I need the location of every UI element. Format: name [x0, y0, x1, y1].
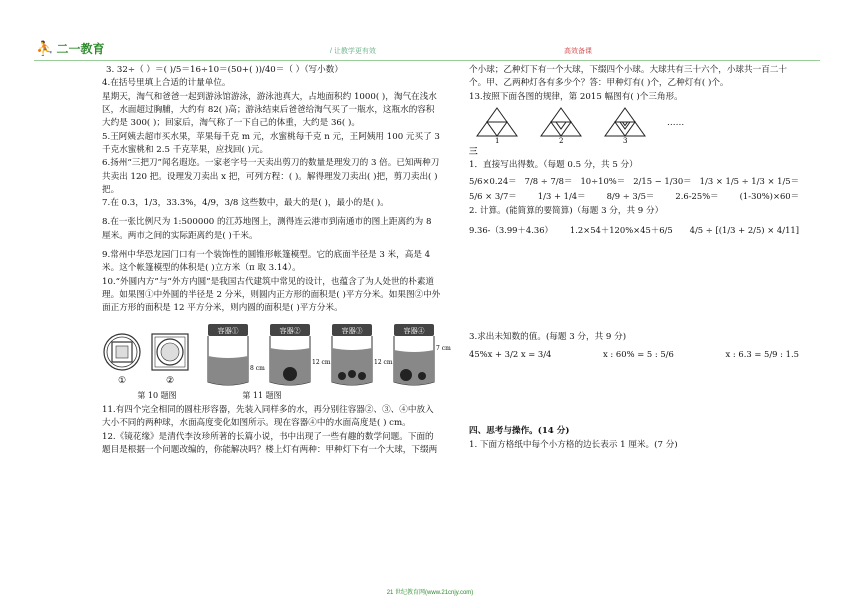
fig10-square-circle	[152, 334, 188, 370]
figures-row	[102, 320, 451, 388]
q12-continued: 个小球；乙种灯下有一个大球，下缀四个小球。大球共有三十六个，小球共一百二十个。甲、乙两种灯各有多少个？答：甲种灯有( )个，乙种灯有( )个。	[469, 65, 787, 89]
q7: 7.在 0.3，1/3，33.3%，4/9，3/8 这些数中，最大的是( )，最小的是( )。	[102, 198, 389, 209]
header-divider	[34, 60, 820, 61]
left-column	[102, 64, 451, 457]
fig11-svg	[200, 320, 451, 388]
runner-icon: ⛹	[36, 40, 54, 56]
section-3-heading: 三	[469, 146, 478, 157]
right-column	[469, 64, 799, 452]
calc2-3: 8/9 ÷ 3/5＝	[606, 190, 655, 201]
q10: 10.“外圆内方”与“外方内圆”是我国古代建筑中常见的设计，也蕴含了为人处世的朴素道理。如果图①中外圆的半径是 2 分米，则圆内正方形的面积是( )平方分米。如果图②中外面正方形的面积是 12 平方分米，则内圆的面积是( )平方分米。	[102, 276, 441, 314]
q12: 12.《镜花缘》是清代李汝珍所著的长篇小说，书中出现了一些有趣的数学问题。下面的题目是根据一个问题改编的，你能解决吗？楼上灯有两种：甲种灯下有一个大球，下缀两	[102, 431, 438, 455]
calc1-5: 1/3 × 1/5 ÷ 1/3 × 1/5＝	[699, 175, 799, 186]
s2-heading: 2. 计算。(能简算的要简算)（每题 3 分，共 9 分）	[469, 205, 664, 216]
slogan: / 让教学更有效	[330, 48, 376, 55]
eq-row	[469, 348, 799, 361]
q11: 11.有四个完全相同的圆柱形容器，先装入同样多的水，再分别往容器②、③、④中放入大小不同的两种球，水面高度变化如图所示。现在容器④中的水面高度是( ) cm。	[102, 405, 434, 429]
expr-1: 9.36-（3.99＋4.36）	[469, 224, 553, 235]
cm-label-4: 7 cm	[436, 344, 451, 352]
container-1	[208, 324, 265, 385]
eq-1: 45%x + 3/2 x = 3/4	[469, 349, 552, 360]
cm-label-2: 12 cm	[312, 358, 331, 366]
footer: 21 世纪教育网(www.21cnjy.com)	[386, 590, 474, 596]
work-space-1	[469, 239, 799, 331]
calc2-4: 2.6-25%＝	[675, 190, 719, 201]
ellipsis: ……	[667, 117, 685, 128]
container-label-1: 容器①	[217, 326, 239, 335]
figure-captions	[102, 390, 442, 402]
triangle-fig-2	[539, 106, 583, 144]
s4-question: 1. 下面方格纸中每个小方格的边长表示 1 厘米。(7 分)	[469, 439, 678, 450]
container-label-4: 容器④	[403, 326, 425, 335]
expr-3: 4/5 ÷ [(1/3 + 2/5) × 4/11]	[689, 224, 799, 235]
triangle-fig-1	[475, 106, 519, 144]
tri-num-3: 3	[623, 136, 628, 145]
work-space-2	[469, 363, 799, 425]
cm-label-3: 12 cm	[374, 358, 393, 366]
calc2-1: 5/6 × 3/7＝	[469, 190, 517, 201]
eq-2: x : 60% = 5 : 5/6	[603, 349, 674, 360]
caption-fig11: 第 11 题图	[242, 390, 282, 400]
container-label-3: 容器③	[341, 326, 363, 335]
calc2-5: (1-30%)×60＝	[739, 190, 799, 201]
q4: 4.在括号里填上合适的计量单位。	[102, 78, 231, 89]
fig-label-1: ①	[118, 375, 127, 386]
calc1-4: 2/15 − 1/30＝	[633, 175, 692, 186]
q8: 8.在一张比例尺为 1:500000 的江苏地图上，测得连云港市到南通市的图上距离约为 8 厘米。两市之间的实际距离约是( )千米。	[102, 217, 432, 241]
logo-text: 二一教育	[56, 42, 105, 56]
fig10-circle-square	[104, 334, 140, 370]
container-3	[332, 324, 393, 385]
calc1-2: 7/8 ÷ 7/8＝	[524, 175, 573, 186]
q5: 5.王阿姨去超市买水果，苹果每千克 m 元，水蜜桃每千克 n 元，王阿姨用 100 元买了 3 千克水蜜桃和 2.5 千克苹果，应找回( )元。	[102, 131, 440, 155]
s3-heading: 3.求出未知数的值。(每题 3 分，共 9 分)	[469, 331, 627, 342]
cm-label-1: 8 cm	[250, 364, 265, 372]
q4-text: 星期天，淘气和爸爸一起到游泳馆游泳，游泳池真大，占地面积约 1000( )，淘气在浅水区，水面超过胸脯，大约有 82( )高；游泳结束后爸爸给淘气买了一瓶水，这瓶水的容积大约是 300( )；回家后，淘气称了一下自己的体重，大约是 36( )。	[102, 91, 437, 129]
triangle-pattern	[475, 106, 799, 144]
fig10-svg	[102, 328, 192, 388]
logo	[36, 40, 104, 57]
tri-num-1: 1	[495, 136, 500, 145]
q9: 9.常州中华恐龙园门口有一个装饰性的圆锥形帐篷模型。它的底面半径是 3 米，高是 4 米。这个帐篷模型的体积是( )立方米（π 取 3.14）。	[102, 250, 431, 274]
triangle-fig-3	[603, 106, 647, 144]
expr-2: 1.2×54＋120%×45＋6/5	[569, 224, 673, 235]
q6: 6.扬州“三把刀”闻名遐迩。一家老字号一天卖出剪刀的数量是理发刀的 3 倍。已知两种刀共卖出 120 把。设理发刀卖出 x 把，可列方程：( )。解得理发刀卖出( )把，剪刀卖出( )把。	[102, 158, 440, 195]
calc1-1: 5/6×0.24＝	[469, 175, 517, 186]
s1-heading: 1．直接写出得数。（每题 0.5 分，共 5 分）	[469, 160, 638, 171]
caption-fig10: 第 10 题图	[137, 390, 177, 400]
calc-row-1	[469, 175, 799, 188]
page-header	[0, 0, 860, 64]
expr-row	[469, 224, 799, 237]
eq-3: x : 6.3 = 5/9 : 1.5	[725, 349, 799, 360]
container-4	[394, 324, 451, 385]
calc-row-2	[469, 190, 799, 203]
container-2	[270, 324, 331, 385]
brand: 高效备课	[564, 48, 592, 55]
q3: 3. 32÷（ ）＝( )/5＝16÷10＝(50+( ))/40＝（ ）（写小数）	[106, 65, 343, 75]
calc1-3: 10÷10%＝	[580, 175, 626, 186]
container-label-2: 容器②	[279, 326, 301, 335]
q13: 13.按照下面各图的规律，第 2015 幅图有( )个三角形。	[469, 91, 683, 102]
tri-num-2: 2	[559, 136, 564, 145]
fig-label-2: ②	[166, 375, 175, 386]
calc2-2: 1/3 + 1/4＝	[537, 190, 586, 201]
section-4-heading: 四、思考与操作。(14 分)	[469, 426, 570, 437]
